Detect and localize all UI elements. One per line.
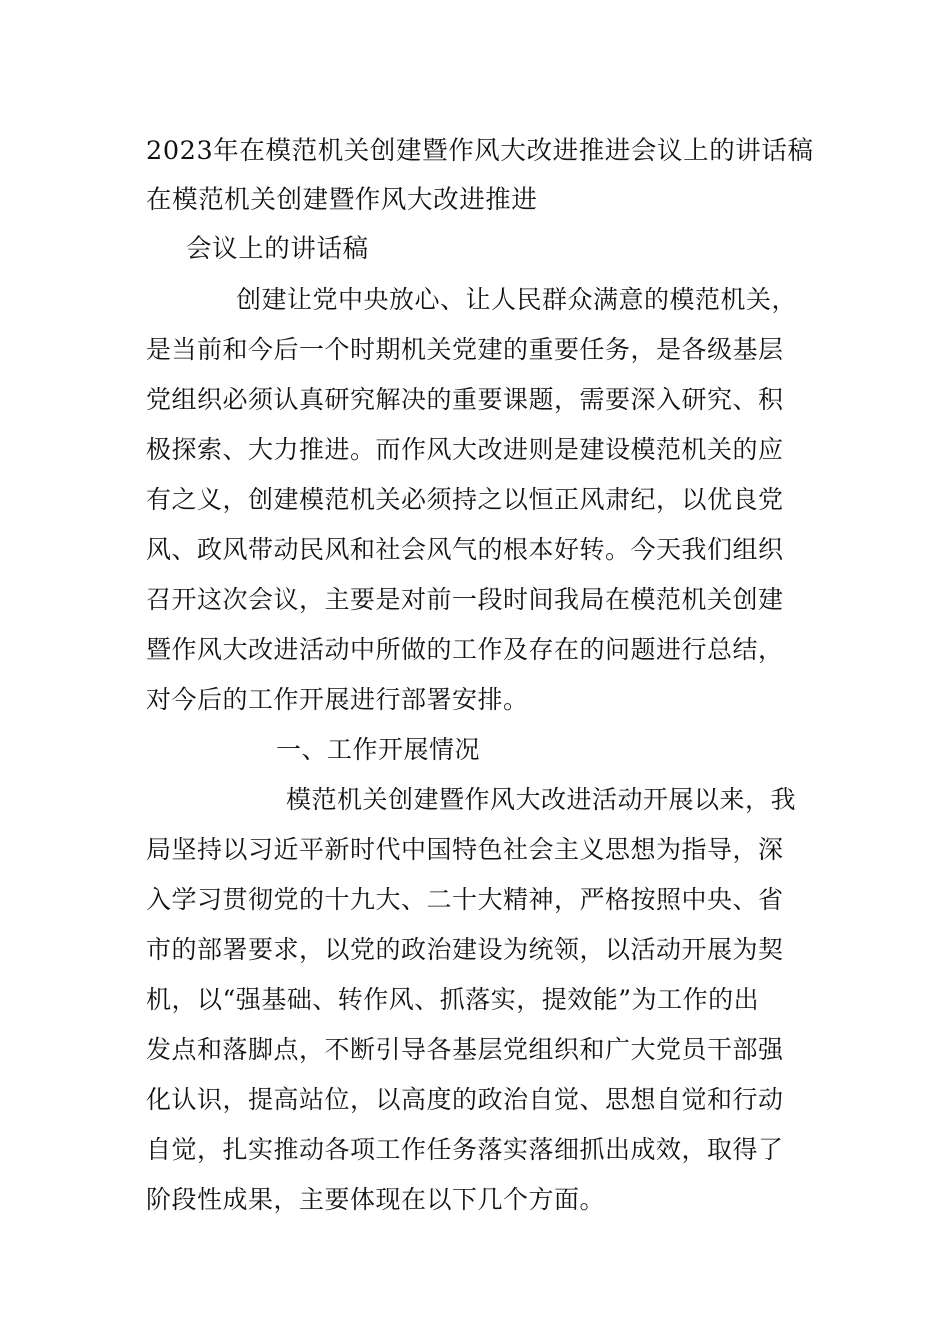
paragraph-1-line: 创建让党中央放心、让人民群众满意的模范机关，	[236, 285, 798, 314]
paragraph-1-line: 是当前和今后一个时期机关党建的重要任务，是各级基层	[146, 335, 784, 364]
paragraph-2-line: 入学习贯彻党的十九大、二十大精神，严格按照中央、省	[146, 885, 784, 914]
paragraph-1-line: 极探索、大力推进。而作风大改进则是建设模范机关的应	[146, 435, 784, 464]
document-title-line-3: 会议上的讲话稿	[186, 234, 369, 264]
paragraph-2-line: 阶段性成果，主要体现在以下几个方面。	[146, 1185, 606, 1214]
paragraph-1-line: 风、政风带动民风和社会风气的根本好转。今天我们组织	[146, 535, 784, 564]
paragraph-1-line: 召开这次会议，主要是对前一段时间我局在模范机关创建	[146, 585, 784, 614]
paragraph-2-line: 局坚持以习近平新时代中国特色社会主义思想为指导，深	[146, 835, 784, 864]
paragraph-1-line: 有之义，创建模范机关必须持之以恒正风肃纪，以优良党	[146, 485, 784, 514]
paragraph-2-line: 发点和落脚点，不断引导各基层党组织和广大党员干部强	[146, 1035, 784, 1064]
paragraph-2-line: 机，以“强基础、转作风、抓落实，提效能”为工作的出	[146, 985, 760, 1014]
document-title-line-2: 在模范机关创建暨作风大改进推进	[146, 185, 538, 215]
section-heading-1: 一、工作开展情况	[276, 735, 481, 764]
paragraph-1-line: 对今后的工作开展进行部署安排。	[146, 685, 529, 714]
paragraph-2-line: 市的部署要求，以党的政治建设为统领，以活动开展为契	[146, 935, 784, 964]
paragraph-2-line: 化认识，提高站位，以高度的政治自觉、思想自觉和行动	[146, 1085, 784, 1114]
document-title-line-1: 2023年在模范机关创建暨作风大改进推进会议上的讲话稿	[146, 136, 814, 166]
paragraph-1-line: 暨作风大改进活动中所做的工作及存在的问题进行总结，	[146, 635, 784, 664]
paragraph-2-line: 模范机关创建暨作风大改进活动开展以来，我	[286, 785, 797, 814]
paragraph-1-line: 党组织必须认真研究解决的重要课题，需要深入研究、积	[146, 385, 784, 414]
paragraph-2-line: 自觉，扎实推动各项工作任务落实落细抓出成效，取得了	[146, 1135, 784, 1164]
